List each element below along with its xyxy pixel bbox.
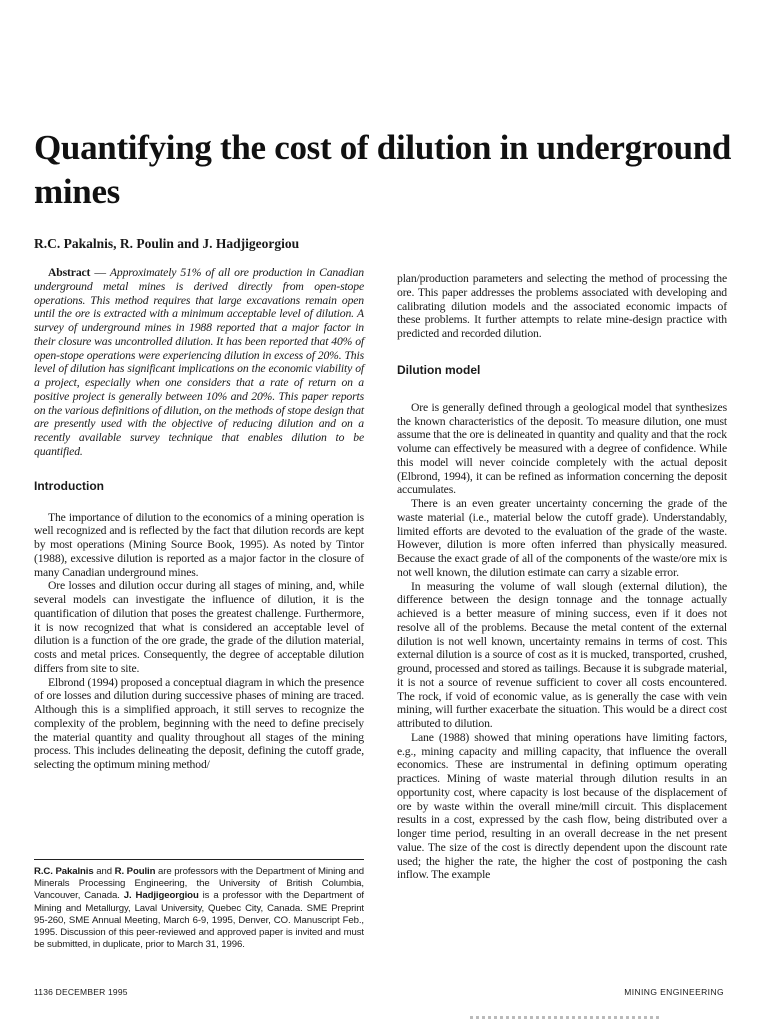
dilution-paragraph-2: There is an even greater uncertainty concerning the grade of the waste material (i.e., material below the cutoff grade). Understandably, limited efforts are devoted to the evaluation of the grade of the waste. However, dilution is more often inferred than physically measured. Because the exact grade of all of the components of the waste/ore mix is not well known, the dilution estimate can carry a sizable error. xyxy=(397,497,727,579)
footnote-and: and xyxy=(93,866,115,877)
footnote-text-2: is a professor with the Department of Mining and Metallurgy, Laval University, Quebec City, Canada. SME Preprint 95-260, SME Annual Meeting, March 6-9, 1995, Denver, CO. Manuscript Feb., 1995. Discussion of this peer-reviewed and approved paper is invited and must be submitted, in duplicate, prior to March 31, 1996. xyxy=(34,890,364,951)
dilution-model-heading: Dilution model xyxy=(397,362,481,377)
intro-paragraph-3: Elbrond (1994) proposed a conceptual diagram in which the presence of ore losses and dilution during successive phases of mining are traced. Although this is a simplified approach, it still serves to recognize the complexity of the problem, beginning with the need to define precisely the material quantity and quality throughout all stages of the mining process. This includes delineating the deposit, defining the cutoff grade, selecting the optimum mining method/ xyxy=(34,675,364,771)
introduction-heading: Introduction xyxy=(34,478,104,493)
intro-continuation: plan/production parameters and selecting the method of processing the ore. This paper addresses the problems associated with developing and calibrating dilution models and the associated economic impacts of these problems. It further attempts to relate mine-design practice with predicted and recorded dilution. xyxy=(397,272,727,340)
abstract-dash: — xyxy=(90,266,110,279)
intro-paragraph-2: Ore losses and dilution occur during all stages of mining, and, while several models can investigate the influence of dilution, it is the quantification of dilution that poses the greatest challenge. Furthermore, it is now recognized that what is considered an acceptable level of dilution is a function of the ore grade, the grade of the dilution material, costs and metal prices. Consequently, the degree of acceptable dilution differs from site to site. xyxy=(34,579,364,675)
article-title: Quantifying the cost of dilution in underground mines xyxy=(34,128,732,211)
dilution-paragraph-4: Lane (1988) showed that mining operations have limiting factors, e.g., mining capacity and milling capacity, that influence the overall economics. These are instrumental in defining optimum operating practices. Mining of waste material through dilution results in an opportunity cost, where capacity is lost because of the displacement of ore by waste within the overall mine/mill circuit. This displacement results in a cost, expressed by the cash flow, being distributed over a longer time period, resulting in an overall decrease in the net present value. The size of the cost is directly dependent upon the discount rate used; the higher the rate, the higher the cost of postponing the cash inflow. The example xyxy=(397,730,727,882)
abstract-label: Abstract xyxy=(48,266,91,279)
left-column xyxy=(34,266,364,772)
author-footnote xyxy=(34,866,364,951)
scan-artifact xyxy=(470,1016,660,1019)
dilution-paragraph-3: In measuring the volume of wall slough (external dilution), the difference between the design tonnage and the tonnage actually achieved is a better measure of mining success, even if it does not resolve all of the problems. Because the metal content of the external dilution is not well known, uncertainty remains in terms of cost. This external dilution is a source of cost as it is mucked, transported, crushed, ground, processed and stored as tailings. Because it is subgrade material, it is not a source of revenue sufficient to cover all costs encountered. The rock, if void of economic value, as is generally the case with vein mining, will further exacerbate the situation. This would be a direct cost attributed to dilution. xyxy=(397,579,727,730)
abstract-text: Approximately 51% of all ore production in Canadian underground metal mines is derived directly from open-stope operations. This method requires that large excavations remain open until the ore is extracted with a minimum acceptable level of dilution. A survey of underground mines in 1988 reported that a major factor in their closure was uncontrolled dilution. It has been reported that 40% of open-stope operations were experiencing dilution in excess of 20%. This level of dilution has significant implications on the economic viability of a project, especially when one considers that a rate of return on a positive project is generally between 10% and 20%. This paper reports on the various definitions of dilution, on the methods of stope design that are presently used with the objective of reducing dilution and on a recently available survey technique that enables dilution to be quantified. xyxy=(34,266,364,458)
footnote-author-3: J. Hadjigeorgiou xyxy=(123,890,199,902)
right-column xyxy=(397,272,727,882)
footnote-divider xyxy=(34,859,364,860)
intro-paragraph-1: The importance of dilution to the economics of a mining operation is well recognized and is reflected by the fact that dilution records are kept by most operations (Mining Source Book, 1995). As noted by Tintor (1988), excessive dilution is reported as a major factor in the closure of many Canadian underground mines. xyxy=(34,510,364,579)
abstract xyxy=(34,266,364,459)
footnote-author-1: R.C. Pakalnis xyxy=(34,866,94,877)
journal-name: MINING ENGINEERING xyxy=(624,987,724,997)
page-number-date: 1136 DECEMBER 1995 xyxy=(34,987,128,997)
dilution-paragraph-1: Ore is generally defined through a geological model that synthesizes the known characteristics of the deposit. To measure dilution, one must assume that the ore is delineated in quantity and quality and that the rock volume can effectively be measured with a degree of confidence. While this model will never coincide completely with the actual deposit (Elbrond, 1994), it can be refined as information concerning the deposit accumulates. xyxy=(397,400,727,497)
footnote-author-2: R. Poulin xyxy=(114,866,156,877)
author-line: R.C. Pakalnis, R. Poulin and J. Hadjigeorgiou xyxy=(34,236,300,251)
footnote-text-1: are professors with the Department of Mining and Minerals Processing Engineering, the University of British Columbia, Vancouver, Canada. xyxy=(34,866,364,902)
